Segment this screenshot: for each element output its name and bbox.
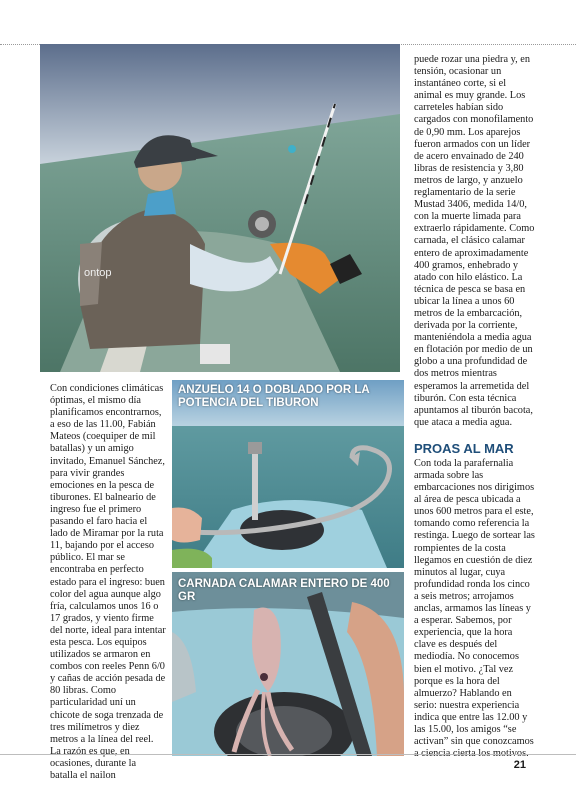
vest-label: ontop (84, 267, 112, 279)
squid-bait-photo (172, 572, 404, 756)
right-text-column (414, 54, 536, 760)
page-number: 21 (513, 759, 526, 771)
hook-caption: ANZUELO 14 O DOBLADO POR LA POTENCIA DEL TIBURON (178, 384, 370, 409)
body-paragraph: Con toda la parafernalia armada sobre las embarcaciones nos dirigimos al área de pesca ubicada a unos 600 metros para el este, tomando como referencia la restinga. Luego de sortear las rompientes de la costa llegamos en cuestión de diez minutos al lugar, cuya profundidad ronda los cinco a seis metros; arrojamos anclas, armamos las líneas y a esperar. Sabemos, por experiencia, que la hora clave es después del mediodía. No conocemos bien el motivo. ¿Tal vez porque es la hora del almuerzo? Hablando en serio: nuestra experiencia indica que entre las 12.00 y las 15.00, los amigos “se activan” sin que conozcamos a ciencia cierta los motivos. (414, 457, 535, 760)
left-text-column (50, 383, 166, 782)
footer-rule (0, 754, 576, 755)
kayak-angler-photo (40, 44, 400, 372)
body-paragraph: puede rozar una piedra y, en tensión, ocasionar un instantáneo corte, si el animal es muy grande. Los carreteles habían sido cargados con monofilamento de 0,90 mm. Los aparejos fueron armados con un líder de acero envainado de 240 libras de resistencia y 3,80 metros de largo, y anzuelo reglamentario de la serie Mustad 3406, medida 14/0, con la muerte limada para extraerlo rápidamente. Como carnada, el clásico calamar entero de aproximadamente 400 gramos, enhebrado y atado con hilo elástico. La técnica de pesca se basa en ubicar la línea a unos 60 metros de la embarcación, derivada por la corriente, manteniéndola a media agua en flotación por medio de un globo a una profundidad de dos metros mientras esperamos la arremetida del tiburón. Con esta técnica apuntamos al tiburón bacota, que ataca a media agua. (414, 54, 535, 428)
body-paragraph: Con condiciones climáticas óptimas, el mismo día planificamos encontrarnos, a eso de las 11.00, Fabián Mateos (coequiper de mil batallas) y un amigo invitado, Emanuel Sánchez, para vivir grandes emociones en la pesca de tiburones. El balneario de ingreso fue el primero pasando el faro hacia el lado de Miramar por la ruta 11, bajando por el acceso público. El mar se encontraba en perfecto estado para el ingreso: buen color del agua aunque algo fría, calculamos unos 16 o 17 grados, y viento firme del norte, ideal para intentar esta pesca. Los equipos utilizados se armaron en combos con reeles Penn 6/0 y cañas de acción pesada de 80 libras. Como particularidad uní un chicote de soga trenzada de tres milímetros y diez metros a la línea del reel. La razón es que, en ocasiones, durante la batalla el nailon (50, 383, 166, 781)
section-subtitle: PROAS AL MAR (414, 440, 514, 456)
bait-caption: CARNADA CALAMAR ENTERO DE 400 GR (178, 578, 390, 603)
hook-photo (172, 380, 404, 568)
